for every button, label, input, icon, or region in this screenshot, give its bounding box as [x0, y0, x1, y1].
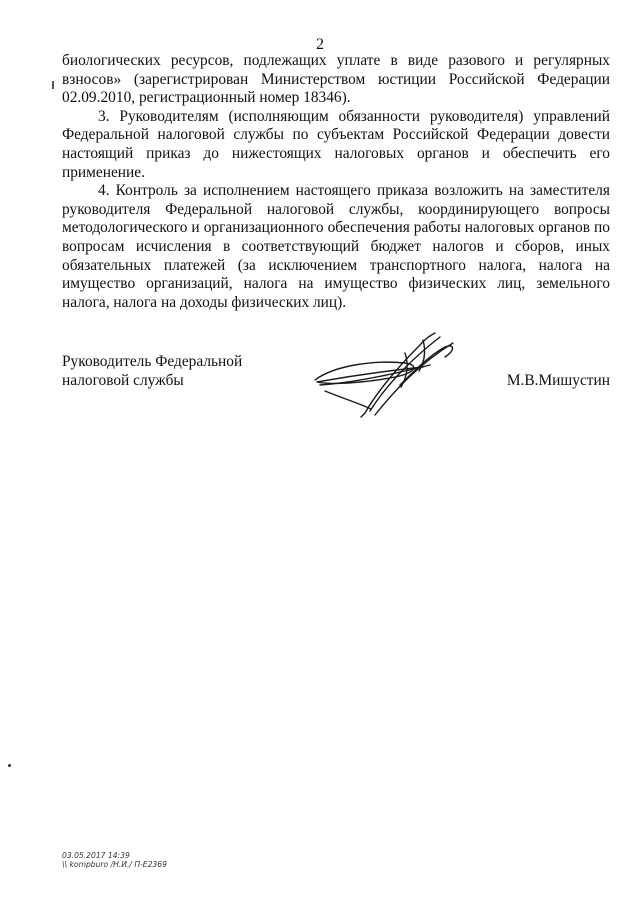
paragraph-continuation: биологических ресурсов, подлежащих уплате в виде разового и регулярных взносов» (зарегистрирован Министерством юстиции Российской Федерации 02.09.2010, регистрационный номер 18346).: [62, 52, 610, 107]
document-footer: [62, 851, 167, 870]
footer-timestamp: 03.05.2017 14:39: [62, 851, 130, 860]
margin-dot: [8, 764, 11, 767]
document-body: [62, 52, 610, 312]
signatory-title-line1: Руководитель Федеральной: [62, 353, 243, 370]
paragraph-item-3: 3. Руководителям (исполняющим обязанности руководителя) управлений Федеральной налоговой службы по субъектам Российской Федерации довести настоящий приказ до нижестоящих налоговых органов и обеспечить его применение.: [62, 107, 610, 181]
footer-file-reference: \\ kompburo /Н.И./ П-Е2369: [62, 860, 167, 870]
handwritten-signature: [305, 325, 465, 420]
margin-mark: [52, 81, 54, 89]
page-number: 2: [316, 36, 324, 53]
signatory-title-line2: налоговой службы: [62, 371, 184, 389]
signatory-name: М.В.Мишустин: [506, 372, 610, 389]
paragraph-item-4: 4. Контроль за исполнением настоящего приказа возложить на заместителя руководителя Федеральной налоговой службы, координирующего вопросы методологического и организационного обеспечения работы налоговых органов по вопросам исчисления в соответствующий бюджет налогов и сборов, иных обязательных платежей (за исключением транспортного налога, налога на имущество организаций, налога на имущество физических лиц, земельного налога, налога на доходы физических лиц).: [62, 182, 610, 311]
signatory-title: [62, 353, 302, 390]
